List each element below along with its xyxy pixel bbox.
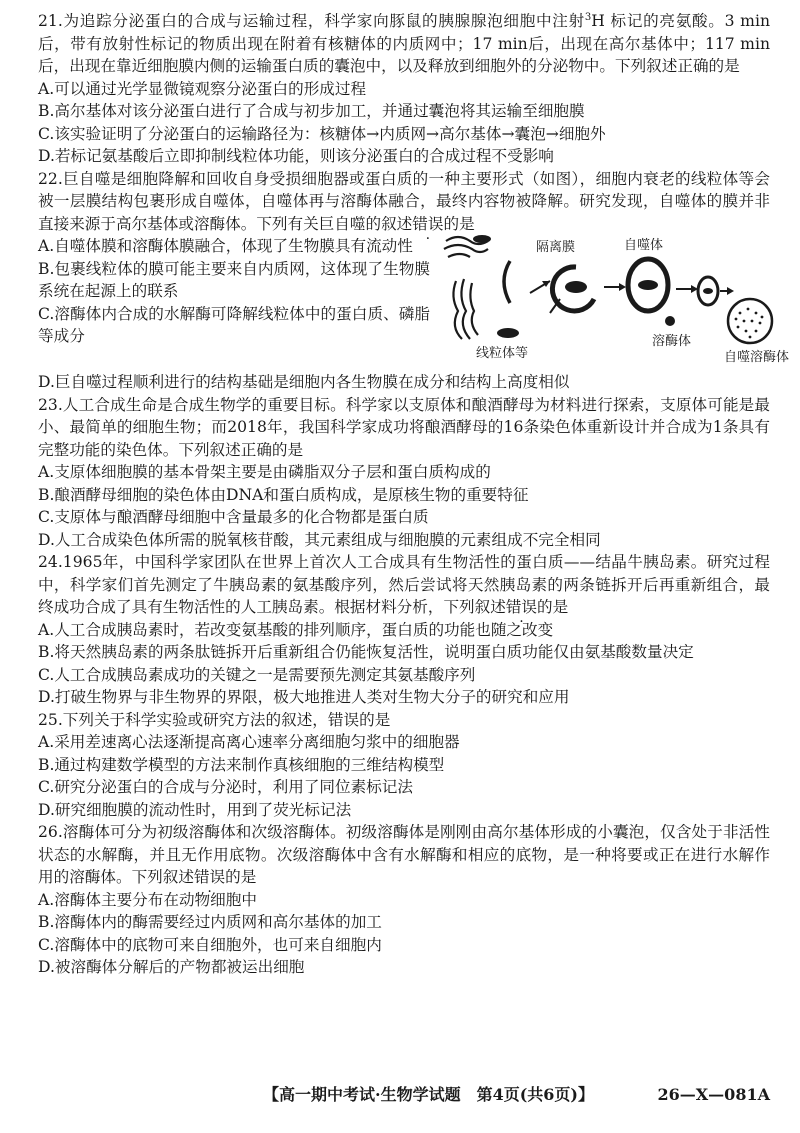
emphasis-wrong: 错误 [505,598,538,616]
question-23-stem: 23.人工合成生命是合成生物学的重要目标。科学家以支原体和酿酒酵母为材料进行探索，支原体可能是最小、最简单的细胞生物；而2018年，我国科学家成功将酿酒酵母的16条染色体重新设计并合成为1条具有完整功能的染色体。下列叙述正确的是 [38,395,770,459]
question-24 [38,551,770,709]
emphasis-wrong: 错误 [412,214,444,233]
question-21-option-b: B.高尔基体对该分泌蛋白进行了合成与初步加工，并通过囊泡将其运输至细胞膜 [38,102,585,120]
question-23-option-d: D.人工合成染色体所需的脱氧核苷酸，其元素组成与细胞膜的元素组成不完全相同 [38,530,601,549]
question-22-option-b: B.包裹线粒体的膜可能主要来自内质网，这体现了生物膜系统在起源上的联系 [38,259,430,300]
question-26-stem: 26.溶酶体可分为初级溶酶体和次级溶酶体。初级溶酶体是刚刚由高尔基体形成的小囊泡，仅含处于非活性状态的水解酶，并且无作用底物。次级溶酶体中含有水解酶和相应的底物，是一种将要或正在进行水解作用的溶酶体。下列叙述错误的是 [38,823,770,886]
label-mitochondria: 线粒体等 [476,346,529,361]
label-autolysosome: 自噬溶酶体 [724,350,790,365]
question-24-stem: 24.1965年，中国科学家团队在世界上首次人工合成具有生物活性的蛋白质——结晶牛胰岛素。研究过程中，科学家们首先测定了牛胰岛素的氨基酸序列，然后尝试将天然胰岛素的两条链拆开后再重新组合，最终成功合成了具有生物活性的人工胰岛素。根据材料分析，下列叙述错误的是 [38,553,770,616]
question-26-option-d: D.被溶酶体分解后的产物都被运出细胞 [38,958,305,976]
question-26 [38,821,770,979]
question-23 [38,394,770,552]
question-25-option-c: C.研究分泌蛋白的合成与分泌时，利用了同位素标记法 [38,778,413,796]
fusion-icon [698,277,718,305]
question-26-option-b: B.溶酶体内的酶需要经过内质网和高尔基体的加工 [38,913,382,931]
question-26-option-c: C.溶酶体中的底物可来自细胞外，也可来自细胞内 [38,935,382,954]
footer-title: 【高一期中考试·生物学试题 第4页(共6页)】 [263,1085,594,1104]
question-21-stem: 21.为追踪分泌蛋白的合成与运输过程，科学家向豚鼠的胰腺腺泡细胞中注射$^3$H 标记的亮氨酸。3 min后，带有放射性标记的物质出现在附着有核糖体的内质网中；17 min后，出现在高尔基体中；117 min后，出现在靠近细胞膜内侧的运输蛋白质的囊泡中，以及释放到细胞外的分泌物中。下列叙述正确的是 [38,11,770,75]
emphasis-wrong: 错误 [193,868,226,886]
superscript-3: 3 [584,11,592,23]
label-lysosome: 溶酶体 [652,334,692,349]
question-23-option-b: B.酿酒酵母细胞的染色体由DNA和蛋白质构成，是原核生物的重要特征 [38,485,529,504]
autophagy-diagram [438,233,790,373]
footer-code: 26—X—081A [657,1085,770,1104]
label-isolation-membrane: 隔离膜 [536,240,576,255]
question-22 [38,168,790,394]
question-25-stem: 25.下列关于科学实验或研究方法的叙述，错误的是 [38,710,391,729]
question-24-option-c: C.人工合成胰岛素成功的关键之一是需要预先测定其氨基酸序列 [38,665,476,684]
question-24-option-b: B.将天然胰岛素的两条肽链拆开后重新组合仍能恢复活性，说明蛋白质功能仅由氨基酸数量决定 [38,643,694,661]
question-21 [38,10,770,168]
question-22-option-c: C.溶酶体内合成的水解酶可降解线粒体中的蛋白质、磷脂等成分 [38,304,430,345]
autophagosome-icon [628,259,668,311]
isolation-membrane-icon [504,261,510,303]
question-25-option-b: B.通过构建数学模型的方法来制作真核细胞的三维结构模型 [38,755,445,774]
question-25-option-d: D.研究细胞膜的流动性时，用到了荧光标记法 [38,800,352,819]
question-22-stem: 22.巨自噬是细胞降解和回收自身受损细胞器或蛋白质的一种主要形式（如图），细胞内衰老的线粒体等会被一层膜结构包裹形成自噬体，自噬体再与溶酶体融合，最终内容物被降解。研究发现，自噬体的膜并非直接来源于高尔基体或溶酶体。下列有关巨自噬的叙述错误的是 [38,169,770,233]
question-21-option-c: C.该实验证明了分泌蛋白的运输路径为：核糖体→内质网→高尔基体→囊泡→细胞外 [38,124,606,143]
forming-autophagosome-icon [552,267,594,311]
question-23-option-a: A.支原体细胞膜的基本骨架主要是由磷脂双分子层和蛋白质构成的 [38,463,491,481]
question-25 [38,709,770,822]
question-24-option-a: A.人工合成胰岛素时，若改变氨基酸的排列顺序，蛋白质的功能也随之改变 [38,620,554,639]
question-26-option-a: A.溶酶体主要分布在动物细胞中 [38,890,257,909]
emphasis-wrong: 错误 [327,710,360,729]
question-25-option-a: A.采用差速离心法逐渐提高离心速率分离细胞匀浆中的细胞器 [38,733,460,751]
question-22-option-a: A.自噬体膜和溶酶体膜融合，体现了生物膜具有流动性 [38,237,413,255]
exam-page [38,10,790,1104]
mitochondrion-icon [473,235,519,338]
autolysosome-icon [728,299,772,343]
label-autophagosome: 自噬体 [624,238,664,253]
membrane-source-icon [444,237,488,339]
question-21-option-d: D.若标记氨基酸后立即抑制线粒体功能，则该分泌蛋白的合成过程不受影响 [38,147,554,165]
question-22-option-d: D.巨自噬过程顺利进行的结构基础是细胞内各生物膜在成分和结构上高度相似 [38,373,570,391]
question-24-option-d: D.打破生物界与非生物界的界限，极大地推进人类对生物大分子的研究和应用 [38,688,570,706]
question-23-option-c: C.支原体与酿酒酵母细胞中含量最多的化合物都是蛋白质 [38,508,429,526]
question-21-option-a: A.可以通过光学显微镜观察分泌蛋白的形成过程 [38,79,367,98]
lysosome-icon [665,316,675,326]
